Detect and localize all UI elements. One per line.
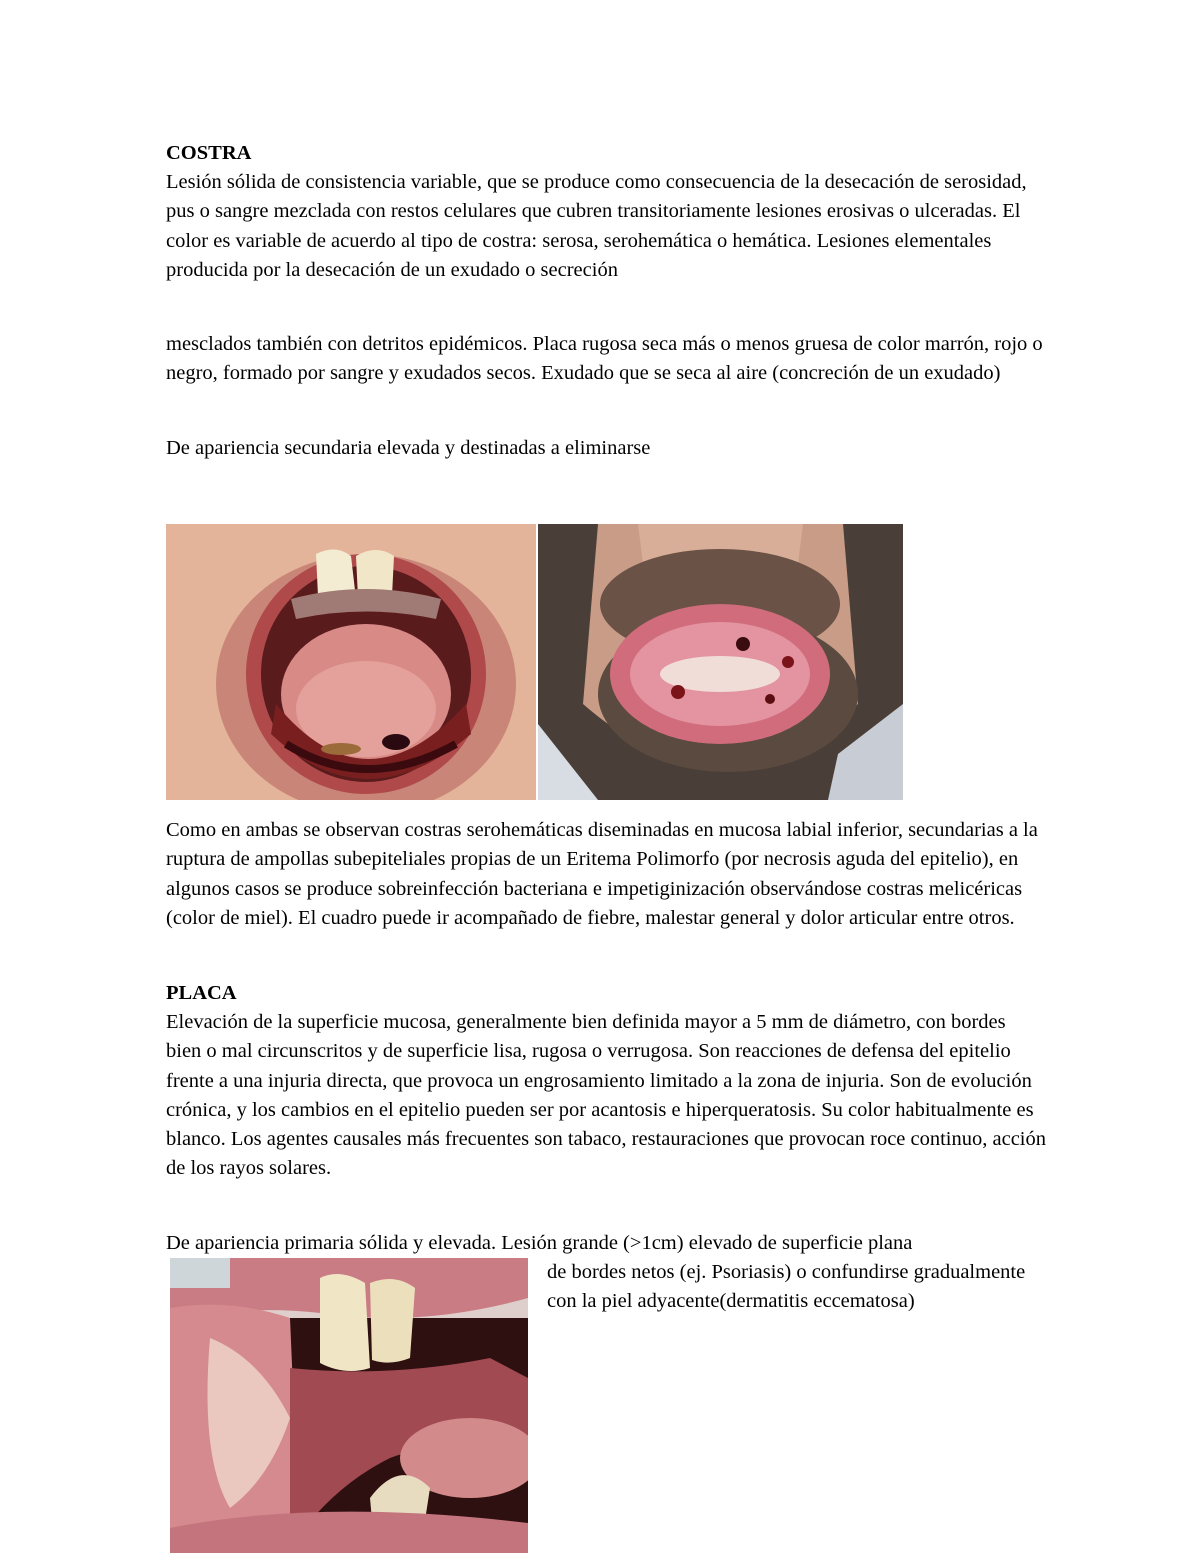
placa-paragraph-1: Elevación de la superficie mucosa, generalmente bien definida mayor a 5 mm de diámetro, con bordes bien o mal circunscritos y de superficie lisa, rugosa o verrugosa. Son reacciones de defensa del epitelio frente a una injuria directa, que provoca un engrosamiento limitado a la zona de injuria. Son de evolución crónica, y los cambios en el epitelio pueden ser por acantosis e hiperqueratosis. Su color habitualmente es blanco. Los agentes causales más frecuentes son tabaco, restauraciones que provocan roce continuo, acción de los rayos solares. [166, 1011, 1046, 1180]
costra-paragraph-3: De apariencia secundaria elevada y destinadas a eliminarse [166, 437, 651, 459]
placa-paragraph-2-line-1: De apariencia primaria sólida y elevada. Lesión grande (>1cm) elevado de superficie plana [166, 1232, 913, 1254]
photo-white-plaque-mucosa [170, 1258, 528, 1553]
photo-swollen-lips-crusts [538, 524, 903, 800]
costra-paragraph-2: mesclados también con detritos epidémicos. Placa rugosa seca más o menos gruesa de color marrón, rojo o negro, formado por sangre y exudados secos. Exudado que se seca al aire (concreción de un exudado) [166, 333, 1043, 385]
costra-title: COSTRA [166, 142, 252, 164]
costra-photo-caption: Como en ambas se observan costras serohemáticas diseminadas en mucosa labial inferior, secundarias a la ruptura de ampollas subepiteliales propias de un Eritema Polimorfo (por necrosis aguda del epitelio), en algunos casos se produce sobreinfección bacteriana e impetiginización observándose costras melicéricas (color de miel). El cuadro puede ir acompañado de fiebre, malestar general y dolor articular entre otros. [166, 819, 1038, 929]
placa-title: PLACA [166, 982, 237, 1004]
photo-open-mouth-crusts [166, 524, 536, 800]
placa-paragraph-2-rest: de bordes netos (ej. Psoriasis) o confundirse gradualmente con la piel adyacente(dermatitis eccematosa) [547, 1261, 1026, 1313]
costra-paragraph-1: Lesión sólida de consistencia variable, que se produce como consecuencia de la desecación de serosidad, pus o sangre mezclada con restos celulares que cubren transitoriamente lesiones erosivas o ulceradas. El color es variable de acuerdo al tipo de costra: serosa, serohemática o hemática. Lesiones elementales producida por la desecación de un exudado o secreción [166, 171, 1027, 281]
